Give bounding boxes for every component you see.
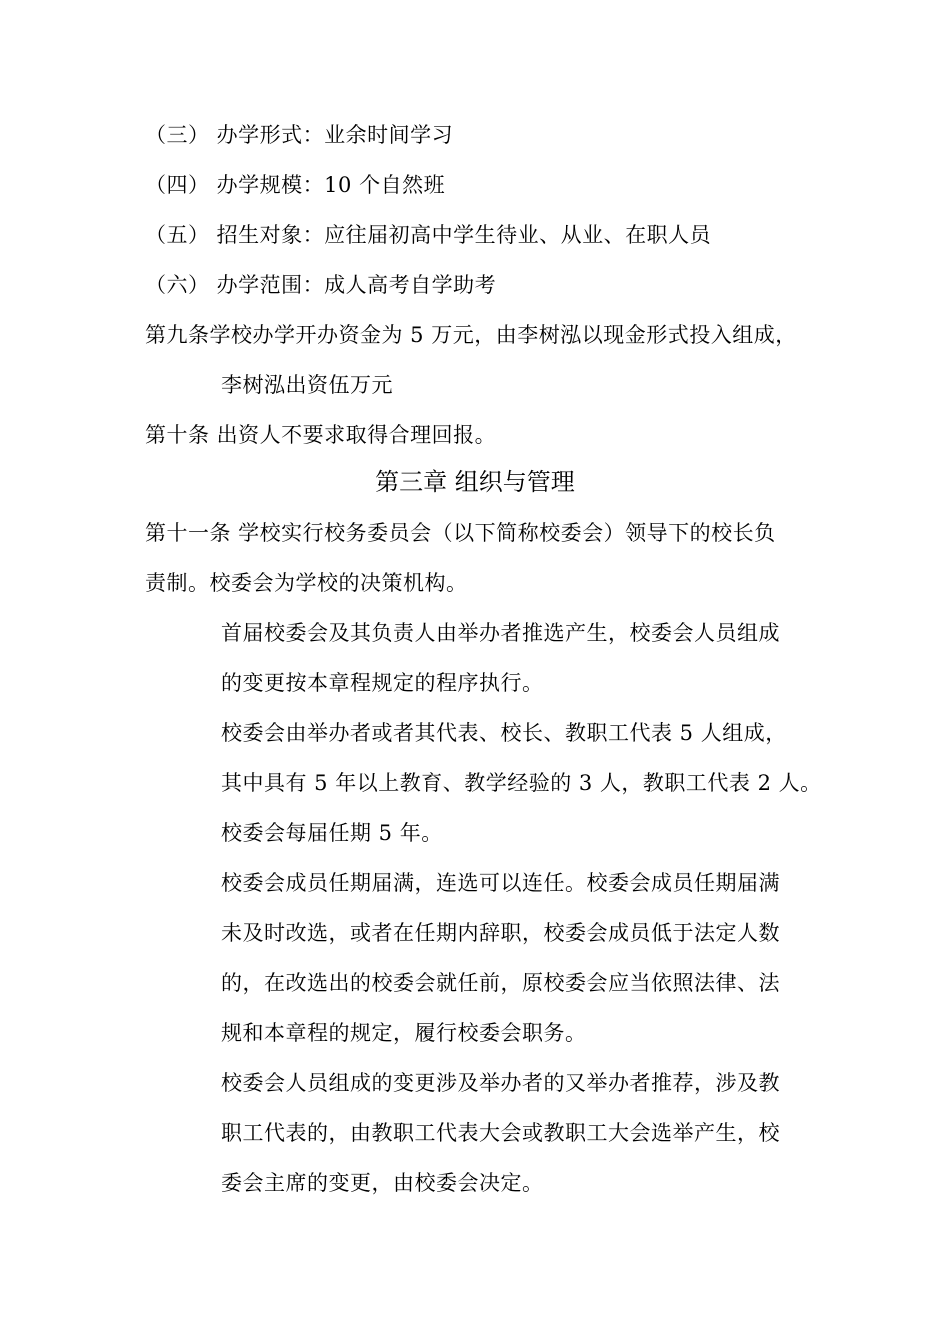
item-3-form: （三） 办学形式：业余时间学习 — [145, 123, 454, 147]
article-11-line-1: 第十一条 学校实行校务委员会（以下简称校委会）领导下的校长负 — [145, 521, 776, 545]
article-9-line-1: 第九条学校办学开办资金为 5 万元，由李树泓以现金形式投入组成， — [145, 323, 797, 347]
chapter-heading: 第三章 组织与管理 — [375, 468, 575, 496]
paragraph-4-line-2: 未及时改选，或者在任期内辞职，校委会成员低于法定人数 — [221, 921, 780, 945]
article-10: 第十条 出资人不要求取得合理回报。 — [145, 423, 497, 447]
article-11-line-2: 责制。校委会为学校的决策机构。 — [145, 571, 468, 595]
paragraph-1-line-1: 首届校委会及其负责人由举办者推选产生，校委会人员组成 — [221, 621, 780, 645]
paragraph-4-line-4: 规和本章程的规定，履行校委会职务。 — [221, 1021, 587, 1045]
item-6-scope: （六） 办学范围：成人高考自学助考 — [145, 273, 497, 297]
paragraph-5-line-1: 校委会人员组成的变更涉及举办者的又举办者推荐，涉及教 — [221, 1071, 780, 1095]
paragraph-5-line-3: 委会主席的变更，由校委会决定。 — [221, 1171, 544, 1195]
paragraph-5-line-2: 职工代表的，由教职工代表大会或教职工大会选举产生，校 — [221, 1121, 780, 1145]
paragraph-2-line-2: 其中具有 5 年以上教育、教学经验的 3 人，教职工代表 2 人。 — [221, 771, 822, 795]
paragraph-4-line-3: 的，在改选出的校委会就任前，原校委会应当依照法律、法 — [221, 971, 780, 995]
item-4-scale: （四） 办学规模：10 个自然班 — [145, 173, 446, 197]
paragraph-1-line-2: 的变更按本章程规定的程序执行。 — [221, 671, 544, 695]
paragraph-2-line-1: 校委会由举办者或者其代表、校长、教职工代表 5 人组成， — [221, 721, 787, 745]
paragraph-3: 校委会每届任期 5 年。 — [221, 821, 443, 845]
item-5-enrollment: （五） 招生对象：应往届初高中学生待业、从业、在职人员 — [145, 223, 712, 247]
article-9-line-2: 李树泓出资伍万元 — [221, 373, 393, 397]
paragraph-4-line-1: 校委会成员任期届满，连选可以连任。校委会成员任期届满 — [221, 871, 780, 895]
